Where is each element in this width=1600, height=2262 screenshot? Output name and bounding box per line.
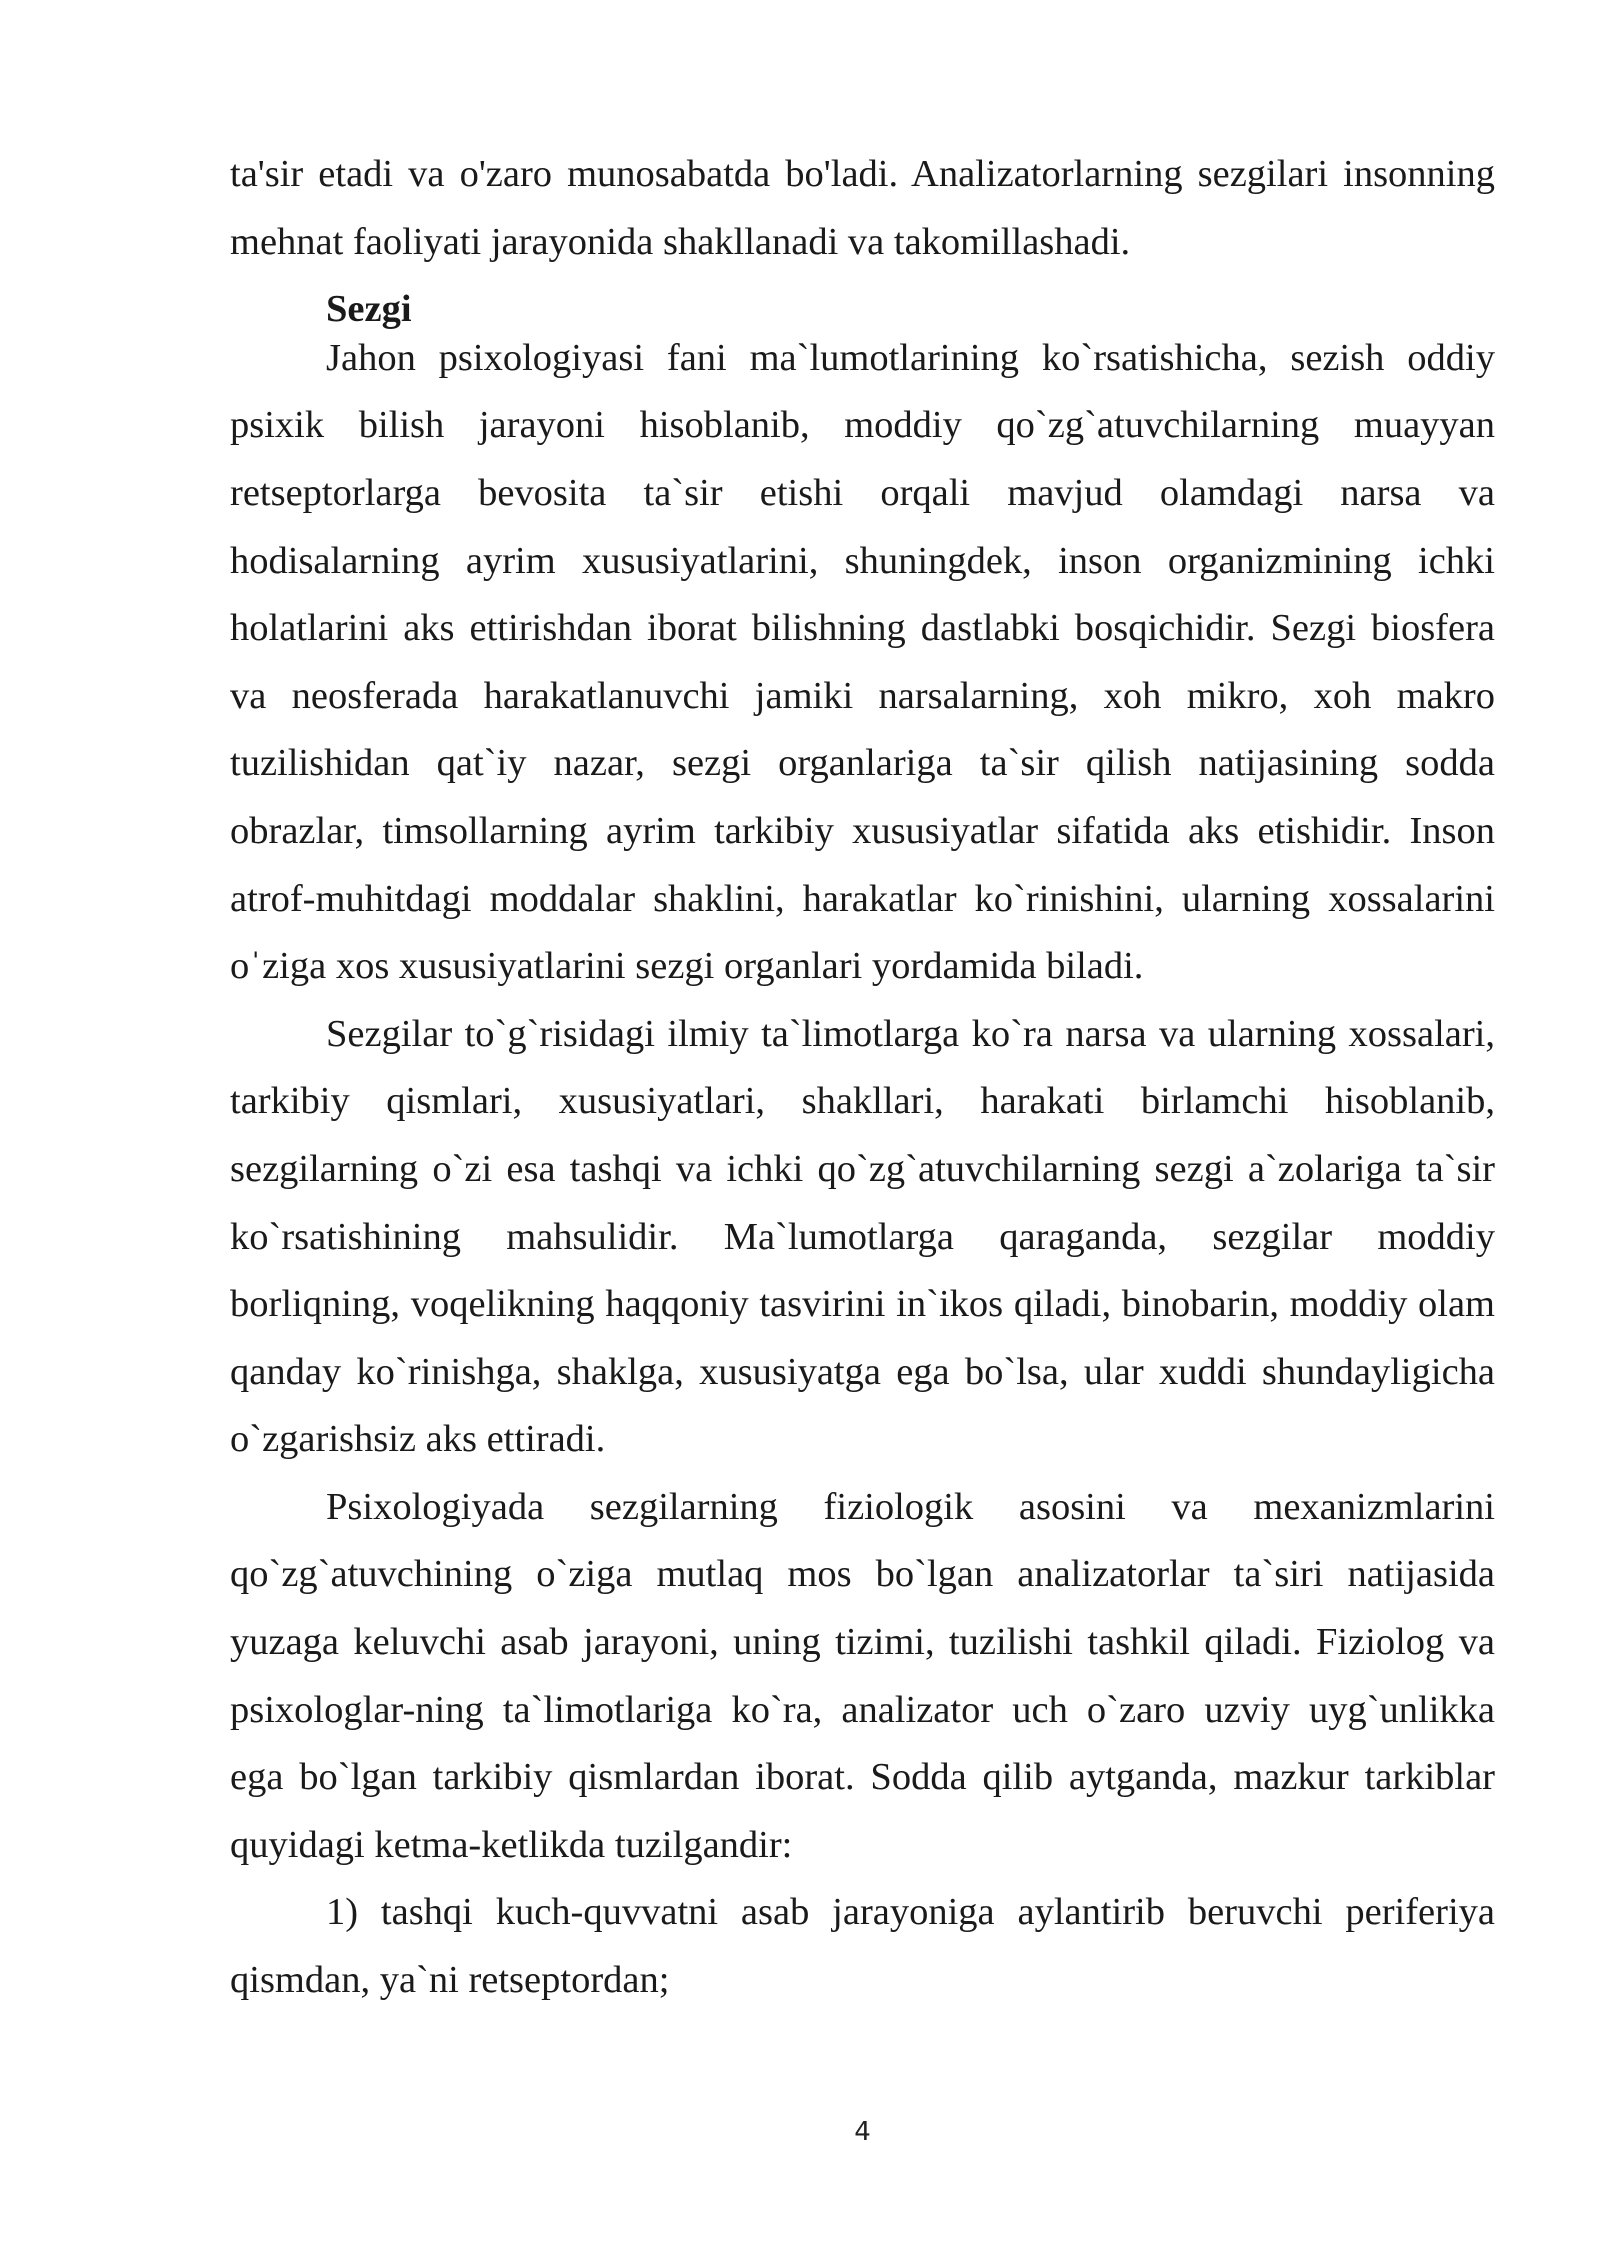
list-item-line: qismdan, ya`ni retseptordan; [230,1959,670,2002]
paragraph-line: Jahon psixologiyasi fani ma`lumotlarining ko`rsatishicha, sezish oddiy [326,336,1495,379]
paragraph-line: qanday ko`rinishga, shaklga, xususiyatga ega bo`lsa, ular xuddi shundayligicha [230,1350,1495,1393]
section-heading: Sezgi [326,288,412,331]
paragraph-line: o`zgarishsiz aks ettiradi. [230,1418,606,1461]
paragraph-line: atrof-muhitdagi moddalar shaklini, harakatlar ko`rinishini, ularning xossalarini [230,877,1495,920]
paragraph-line: qo`zg`atuvchining o`ziga mutlaq mos bo`lgan analizatorlar ta`siri natijasida [230,1553,1495,1596]
paragraph-line: Psixologiyada sezgilarning fiziologik asosini va mexanizmlarini [326,1485,1495,1528]
paragraph-line: borliqning, voqelikning haqqoniy tasvirini in`ikos qiladi, binobarin, moddiy olam [230,1283,1495,1326]
paragraph-5 [230,1879,1495,2014]
paragraph-4 [230,1474,1495,1880]
paragraph-line: Sezgilar to`g`risidagi ilmiy ta`limotlarga ko`ra narsa va ularning xossalari, [326,1012,1495,1055]
paragraph-line: hodisalarning ayrim xususiyatlarini, shuningdek, inson organizmining ichki [230,539,1495,582]
paragraph-3 [230,1001,1495,1474]
paragraph-line: ega bo`lgan tarkibiy qismlardan iborat. Sodda qilib aytganda, mazkur tarkiblar [230,1756,1495,1799]
paragraph-line: ko`rsatishining mahsulidir. Ma`lumotlarga qaraganda, sezgilar moddiy [230,1215,1495,1258]
paragraph-line: holatlarini aks ettirishdan iborat bilishning dastlabki bosqichidir. Sezgi biosfera [230,607,1495,650]
paragraph-line: va neosferada harakatlanuvchi jamiki narsalarning, xoh mikro, xoh makro [230,674,1495,717]
paragraph-line: sezgilarning o`zi esa tashqi va ichki qo`zg`atuvchilarning sezgi a`zolariga ta`sir [230,1147,1495,1190]
paragraph-line: yuzaga keluvchi asab jarayoni, uning tizimi, tuzilishi tashkil qiladi. Fiziolog va [230,1621,1495,1664]
paragraph-line: obrazlar, timsollarning ayrim tarkibiy xususiyatlar sifatida aks etishidir. Inson [230,809,1495,852]
paragraph-line: retseptorlarga bevosita ta`sir etishi orqali mavjud olamdagi narsa va [230,471,1495,514]
text-body [230,141,1495,2015]
paragraph-line: oˈziga xos xususiyatlarini sezgi organlari yordamida biladi. [230,945,1144,988]
paragraph-line: psixologlar-ning ta`limotlariga ko`ra, analizator uch o`zaro uzviy uyg`unlikka [230,1688,1495,1731]
paragraph-line: quyidagi ketma-ketlikda tuzilgandir: [230,1823,793,1866]
list-item-line: 1) tashqi kuch-quvvatni asab jarayoniga aylantirib beruvchi periferiya [326,1891,1495,1934]
page-number: 4 [854,2117,871,2147]
paragraph-line: tuzilishidan qat`iy nazar, sezgi organlariga ta`sir qilish natijasining sodda [230,742,1495,785]
paragraph-2 [230,325,1495,1001]
paragraph-line: tarkibiy qismlari, xususiyatlari, shakllari, harakati birlamchi hisoblanib, [230,1080,1495,1123]
paragraph-line: psixik bilish jarayoni hisoblanib, moddiy qo`zg`atuvchilarning muayyan [230,404,1495,447]
paragraph-1 [230,141,1495,276]
paragraph-line: ta'sir etadi va o'zaro munosabatda bo'ladi. Analizatorlarning sezgilari insonning [230,153,1495,195]
paragraph-line: mehnat faoliyati jarayonida shakllanadi va takomillashadi. [230,220,1131,263]
